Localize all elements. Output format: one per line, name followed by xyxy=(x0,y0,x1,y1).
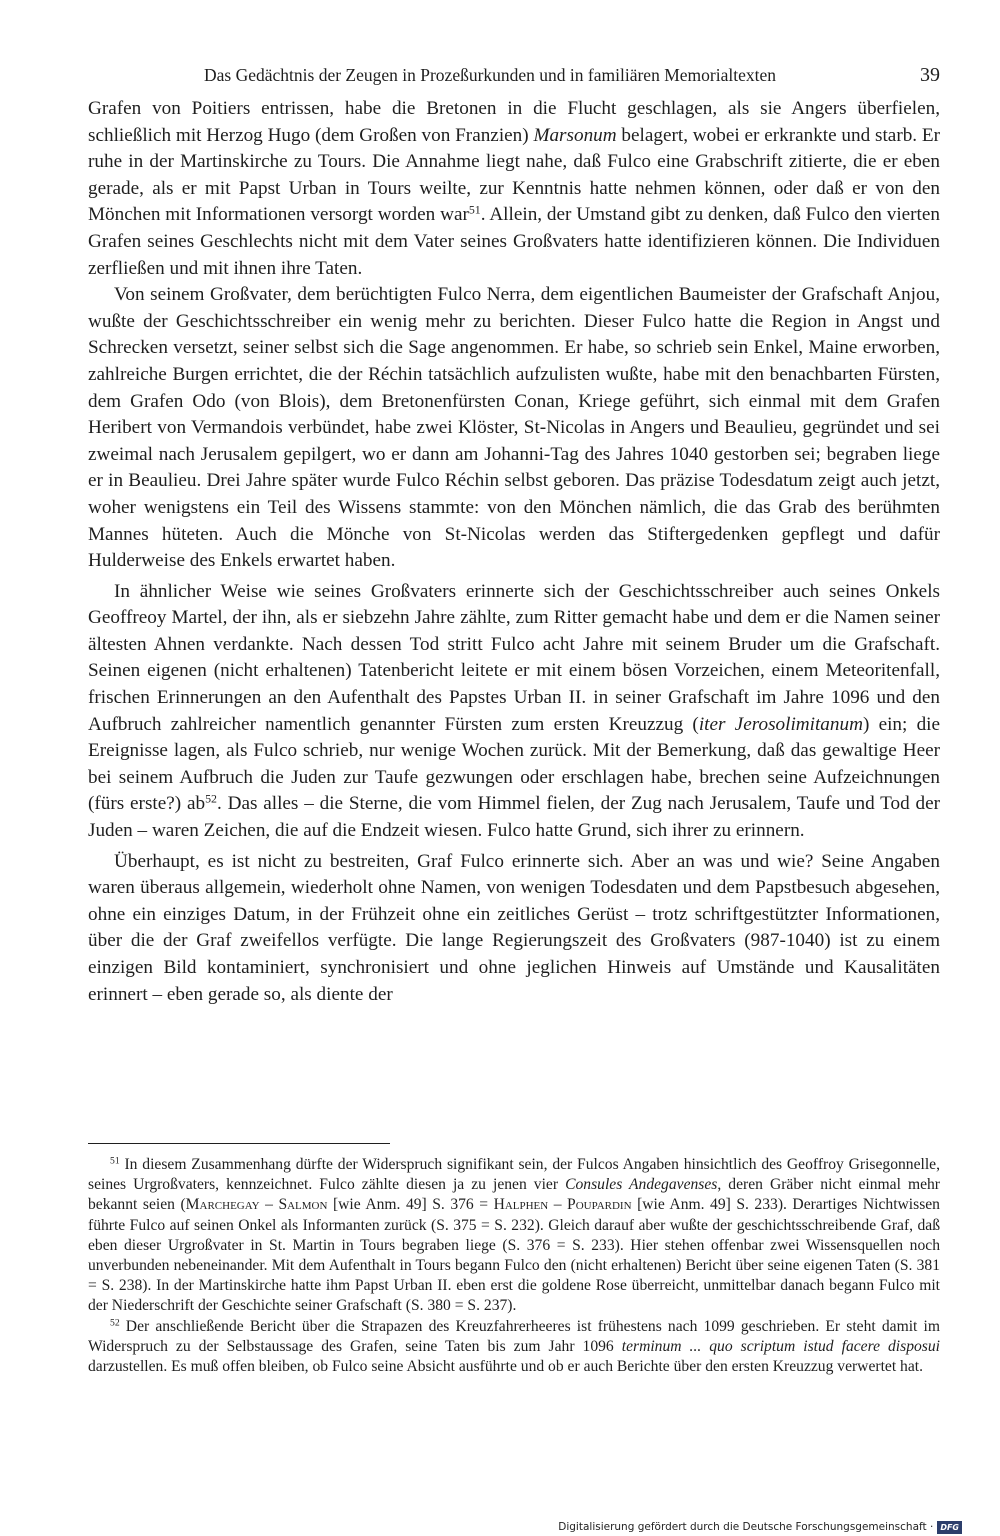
footnote-ref-51[interactable]: 51 xyxy=(468,202,481,217)
main-text xyxy=(88,96,940,1008)
paragraph-3-text-b: ) ein; die Ereignisse lagen, als Fulco schrieb, nur wenige Wochen zurück. Mit der Bemerkung, daß das gewaltige Heer bei seinem Aufbruch die Juden zur Taufe gezwungen oder erschlagen habe, brechen seine Aufzeichnungen (fürs erste?) ab xyxy=(88,713,941,815)
footnote-51-text-d: [wie Anm. 49] S. 233). Derartiges Nichtwissen führte Fulco auf seinen Onkel als Informanten zurück (S. 375 = S. 232). Gleich darauf aber wußte der geschichtsschreibende Graf, daß eben dieser Urgroßvater in St. Martin in Tours begraben liege (S. 376 = S. 233). Hier stehen offenbar zwei Wissensquellen noch unverbunden nebeneinander. Mit dem Aufenthalt in Tours begann Fulco den (nicht erhaltenen) Bericht über seine eigenen Taten (S. 381 = S. 238). In der Martinskirche hatte ihm Papst Urban II. eben erst die goldene Rose überreicht, unmittelbar danach begann Fulco mit der Niederschrift der Geschichte seiner Grafschaft (S. 380 = S. 237). xyxy=(88,1196,940,1315)
digitization-credit-text: Digitalisierung gefördert durch die Deutsche Forschungsgemeinschaft · xyxy=(558,1521,934,1533)
footnote-ref-52[interactable]: 52 xyxy=(205,791,217,806)
paragraph-1-text-c: . Allein, der Umstand gibt zu denken, daß Fulco den vierten Grafen seines Geschlechts nicht mit dem Vater seines Großvaters hatte identifizieren können. Die Individuen zerfließen und mit ihnen ihre Taten. xyxy=(88,204,940,279)
page-number: 39 xyxy=(920,64,940,86)
footnote-52 xyxy=(88,1317,940,1378)
footnote-51-text-b: , deren Gräber nicht einmal mehr bekannt seien ( xyxy=(88,1176,941,1214)
footnote-divider xyxy=(88,1143,390,1144)
footnote-52-text-b: darzustellen. Es muß offen bleiben, ob Fulco seine Absicht ausführte und ob er auch Berichte über den ersten Kreuzzug verwertet hat. xyxy=(88,1358,923,1376)
footnote-52-number: 52 xyxy=(110,1317,120,1329)
footnote-51-author-1: Marchegay – Salmon xyxy=(185,1196,328,1214)
footnote-52-italic: terminum ... quo scriptum istud facere disposui xyxy=(621,1337,940,1355)
paragraph-3-text-c: . Das alles – die Sterne, die vom Himmel fielen, der Zug nach Jerusalem, Taufe und Tod der Juden – waren Zeichen, die auf die Endzeit wiesen. Fulco hatte Grund, sich ihrer zu erinnern. xyxy=(88,793,940,842)
page-header xyxy=(88,60,940,90)
dfg-logo-icon: DFG xyxy=(937,1521,962,1534)
paragraph-1 xyxy=(88,96,940,282)
running-head: Das Gedächtnis der Zeugen in Prozeßurkunden und in familiären Memorialtexten xyxy=(204,65,776,85)
footnote-51-italic: Consules Andegavenses xyxy=(565,1176,718,1194)
footnote-51-number: 51 xyxy=(110,1155,120,1167)
paragraph-1-text-a: Grafen von Poitiers entrissen, habe die Bretonen in die Flucht geschlagen, als sie Angers überfielen, schließlich mit Herzog Hugo (dem Großen von Franzien) xyxy=(88,98,940,146)
paragraph-2: Von seinem Großvater, dem berüchtigten Fulco Nerra, dem eigentlichen Baumeister der Grafschaft Anjou, wußte der Geschichtsschreiber ein wenig mehr zu berichten. Dieser Fulco hatte die Region in Angst und Schrecken versetzt, seiner selbst sich die Sage angenommen. Er habe, so schrieb sein Enkel, Maine erworben, zahlreiche Burgen errichtet, die der Réchin tatsächlich aufzulisten wußte, habe mit den benachbarten Fürsten, dem Grafen Odo (von Blois), dem Bretonenfürsten Conan, Kriege geführt, sich einmal mit dem Grafen Heribert von Vermandois verbündet, habe zwei Klöster, St-Nicolas in Angers und Beaulieu, gegründet und sei zweimal nach Jerusalem gepilgert, wo er dann am Johanni-Tag des Jahres 1040 gestorben sei; begraben liege er in Beaulieu. Drei Jahre später wurde Fulco Réchin selbst geboren. Das präzise Todesdatum zeigt auch jetzt, woher wenigstens ein Teil des Wissens stammte: von den Mönchen nämlich, die das Grab des berühmten Mannes hüteten. Auch die Mönche von St-Nicolas werden das Stiftergedenken gepflegt und dafür Hulderweise des Enkels erwartet haben. xyxy=(88,284,940,572)
paragraph-1-text-b: belagert, wobei er erkrankte und starb. Er ruhe in der Martinskirche zu Tours. Die Annahme liegt nahe, daß Fulco eine Grabschrift zitierte, die er eben gerade, als er mit Papst Urban in Tours weilte, zur Kenntnis hatte nehmen können, oder daß er von den Mönchen mit Informationen versorgt worden war xyxy=(88,124,941,226)
footnote-51 xyxy=(88,1155,940,1317)
footnotes xyxy=(88,1155,940,1377)
paragraph-3-text-a: In ähnlicher Weise wie seines Großvaters erinnerte sich der Geschichtsschreiber auch seines Onkels Geoffreoy Martel, der ihn, als er siebzehn Jahre zählte, zum Ritter gemacht habe und dem er die Namen seiner ältesten Ahnen verdankte. Nach dessen Tod stritt Fulco acht Jahre mit seinem Bruder um die Grafschaft. Seinen eigenen (nicht erhaltenen) Tatenbericht leitete er mit einem bösen Vorzeichen, einem Meteoritenfall, frischen Erinnerungen an den Aufenthalt des Papstes Urban II. in seiner Grafschaft im Jahre 1096 und den Aufbruch zahlreicher namentlich genannter Fürsten zum ersten Kreuzzug ( xyxy=(88,580,940,735)
footnote-51-author-2: Halphen – Poupardin xyxy=(493,1196,632,1214)
paragraph-3 xyxy=(88,579,940,845)
paragraph-1-italic: Marsonum xyxy=(533,124,617,146)
paragraph-3-italic: iter Jerosolimitanum xyxy=(698,713,863,735)
footnote-51-text-c: [wie Anm. 49] S. 376 = xyxy=(327,1196,494,1214)
digitization-credit xyxy=(558,1519,962,1535)
paragraph-4: Überhaupt, es ist nicht zu bestreiten, Graf Fulco erinnerte sich. Aber an was und wie? Seine Angaben waren überaus allgemein, wiederholt ohne Namen, von wenigen Todesdaten und dem Papstbesuch abgesehen, ohne ein einziges Datum, in der Frühzeit ohne ein zeitliches Gerüst – trotz schriftgestützter Informationen, über die der Graf zweifellos verfügte. Die lange Regierungszeit des Großvaters (987-1040) ist zu einem einzigen Bild kontaminiert, synchronisiert und ohne jeglichen Hinweis auf Umstände und Kausalitäten erinnert – eben gerade so, als diente der xyxy=(88,850,940,1005)
footnote-52-text-a: Der anschließende Bericht über die Strapazen des Kreuzfahrerheeres ist frühestens nach 1099 geschrieben. Er steht damit im Widerspruch zu der Selbstaussage des Grafen, seine Taten bis zum Jahr 1096 xyxy=(88,1317,940,1355)
footnote-51-text-a: In diesem Zusammenhang dürfte der Widerspruch signifikant sein, der Fulcos Angaben hinsichtlich des Geoffroy Grisegonnelle, seines Urgroßvaters, kennzeichnet. Fulco zählte diesen ja zu jenen vier xyxy=(88,1156,940,1194)
